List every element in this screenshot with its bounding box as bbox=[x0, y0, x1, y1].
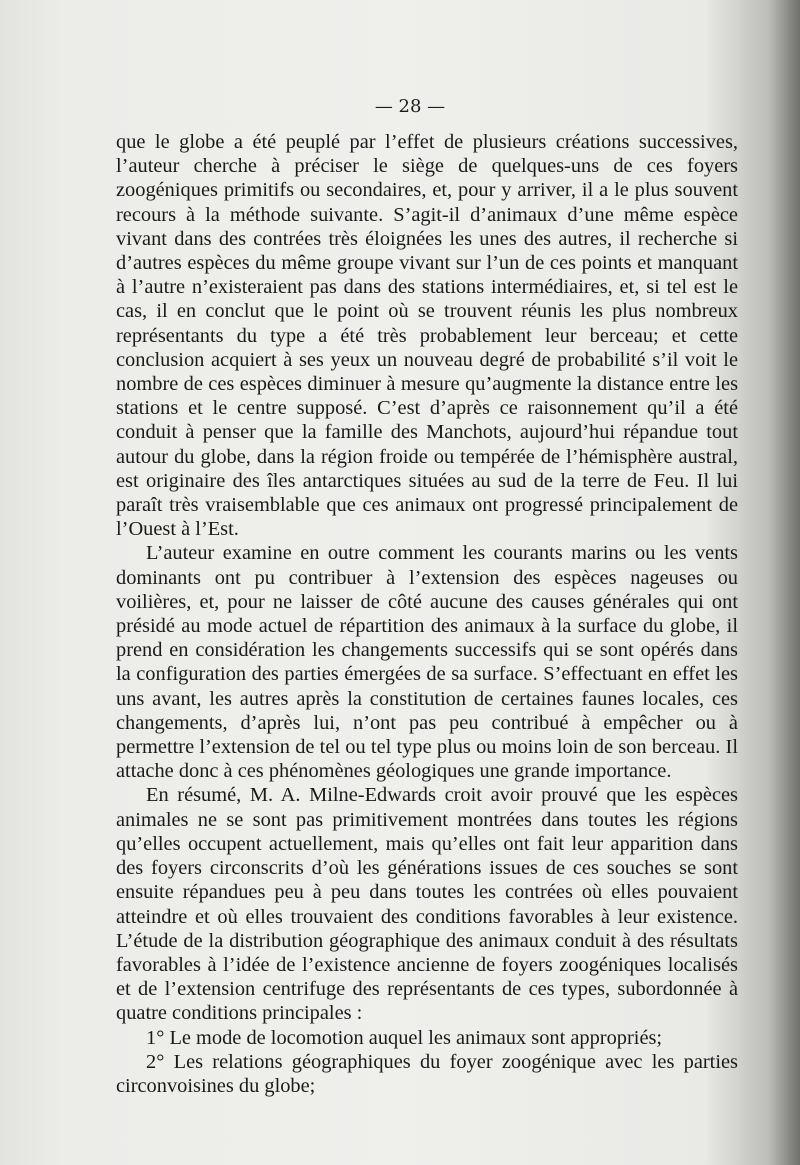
list-item-1: 1° Le mode de locomotion auquel les animaux sont appropriés; bbox=[146, 1026, 663, 1049]
paragraph-1: que le globe a été peuplé par l’effet de plusieurs créations successives, l’auteur cherche à préciser le siège de quelques-uns de ces foyers zoogéniques primitifs ou secondaires, et, pour y arriver, il a le plus souvent recours à la méthode suivante. S’agit-il d’animaux d’une même espèce vivant dans des contrées très éloignées les unes des autres, il recherche si d’autres espèces du même groupe vivant sur l’un de ces points et manquant à l’autre n’existeraient pas dans des stations intermédiaires, et, si tel est le cas, il en conclut que le point où se trouvent réunis les plus nombreux représentants du type a été très probablement leur berceau; et cette conclusion acquiert à ses yeux un nouveau degré de probabilité s’il voit le nombre de ces espèces diminuer à mesure qu’augmente la distance entre les stations et le centre supposé. C’est d’après ce raisonnement qu’il a été conduit à penser que la famille des Manchots, aujourd’hui répandue tout autour du globe, dans la région froide ou tempérée de l’hémisphère austral, est originaire des îles antarctiques situées au sud de la terre de Feu. Il lui paraît très vraisemblable que ces animaux ont progressé principalement de l’Ouest à l’Est. bbox=[116, 131, 738, 541]
page-number: — 28 — bbox=[374, 96, 446, 117]
body-text bbox=[116, 130, 738, 1098]
list-item-2: 2° Les relations géographiques du foyer zoogénique avec les parties circonvoisines du globe; bbox=[116, 1050, 738, 1097]
paragraph-2: L’auteur examine en outre comment les courants marins ou les vents dominants ont pu contribuer à l’extension des espèces nageuses ou voilières, et, pour ne laisser de côté aucune des causes générales qui ont présidé au mode actuel de répartition des animaux à la surface du globe, il prend en considération les changements successifs qui se sont opérés dans la configuration des parties émergées de sa surface. S’effectuant en effet les uns avant, les autres après la constitution de certaines faunes locales, ces changements, d’après lui, n’ont pas peu contribué à empêcher ou à permettre l’extension de tel ou tel type plus ou moins loin de son berceau. Il attache donc à ces phénomènes géologiques une grande importance. bbox=[116, 542, 738, 783]
paragraph-3: En résumé, M. A. Milne-Edwards croit avoir prouvé que les espèces animales ne se sont pas primitivement montrées dans toutes les régions qu’elles occupent actuellement, mais qu’elles ont fait leur apparition dans des foyers circonscrits d’où les générations issues de ces souches se sont ensuite répandues peu à peu dans toutes les contrées où elles pouvaient atteindre et où elles trouvaient des conditions favorables à leur existence. L’étude de la distribution géographique des animaux conduit à des résultats favorables à l’idée de l’existence ancienne de foyers zoogéniques localisés et de l’extension centrifuge des représentants de ces types, subordonnée à quatre conditions principales : bbox=[116, 784, 738, 1025]
